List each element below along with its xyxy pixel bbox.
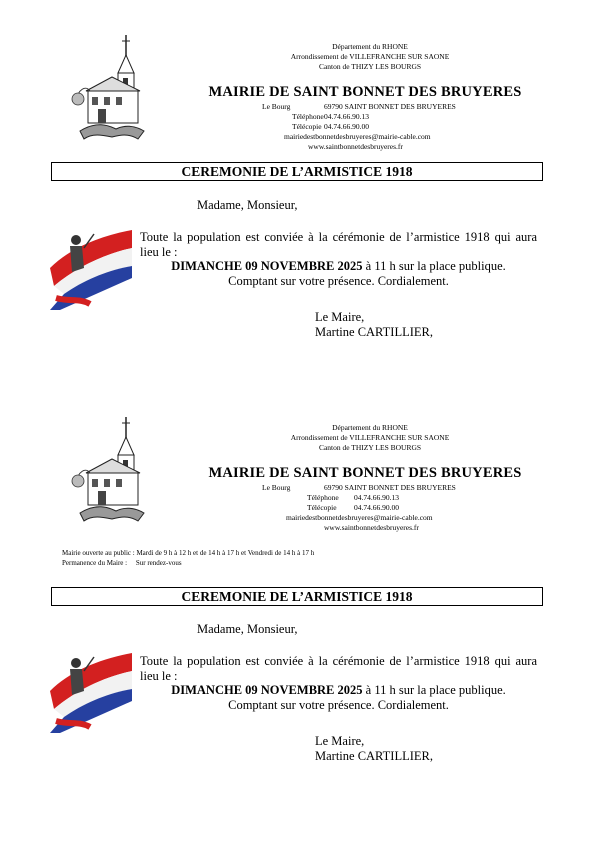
invitation-body: [140, 230, 537, 288]
intro-text: Toute la population est conviée à la cérémonie de l’armistice 1918 qui aura lieu le :: [140, 230, 537, 259]
salutation: Madame, Monsieur,: [197, 198, 298, 212]
address-value: 69790 SAINT BONNET DES BRUYERES: [324, 102, 456, 111]
email-link[interactable]: mairiedestbonnetdesbruyeres@mairie-cable.com: [284, 132, 431, 141]
mayor-hours-line: Permanence du Maire : Sur rendez-vous: [62, 558, 182, 567]
opening-hours-line: Mairie ouverte au public : Mardi de 9 h à 12 h et de 14 h à 17 h et Vendredi de 14 h à 17 h: [62, 549, 315, 557]
email-link[interactable]: mairiedestbonnetdesbruyeres@mairie-cable.com: [286, 513, 433, 522]
ceremony-title-box: CEREMONIE DE L’ARMISTICE 1918: [51, 587, 543, 606]
ceremony-date: DIMANCHE 09 NOVEMBRE 2025: [171, 259, 363, 273]
signature-name: Martine CARTILLIER,: [315, 749, 433, 763]
ceremony-date: DIMANCHE 09 NOVEMBRE 2025: [171, 683, 363, 697]
arrondissement-line: Arrondissement de VILLEFRANCHE SUR SAONE: [290, 52, 450, 61]
intro-text: Toute la population est conviée à la cérémonie de l’armistice 1918 qui aura lieu le :: [140, 654, 537, 683]
phone-label: Téléphone: [292, 112, 324, 121]
salutation: Madame, Monsieur,: [197, 622, 298, 636]
fax-value: 04.74.66.90.00: [354, 503, 399, 512]
closing-text: Comptant sur votre présence. Cordialement.: [228, 697, 449, 712]
fax-value: 04.74.66.90.00: [324, 122, 369, 131]
website-link[interactable]: www.saintbonnetdesbruyeres.fr: [308, 142, 403, 151]
canton-line: Canton de THIZY LES BOURGS: [318, 62, 422, 71]
mairie-logo: [68, 415, 148, 525]
address-label: Le Bourg: [262, 483, 291, 492]
mairie-title: MAIRIE DE SAINT BONNET DES BRUYERES: [208, 84, 522, 100]
contact-block: [262, 102, 456, 152]
ceremony-time-place: à 11 h sur la place publique.: [362, 259, 506, 273]
soldier-flag-image: [50, 651, 132, 733]
phone-label: Téléphone: [307, 493, 339, 502]
arrondissement-line: Arrondissement de VILLEFRANCHE SUR SAONE: [290, 433, 450, 442]
address-value: 69790 SAINT BONNET DES BRUYERES: [324, 483, 456, 492]
contact-block: [262, 483, 456, 533]
fax-label: Télécopie: [292, 122, 322, 131]
website-link[interactable]: www.saintbonnetdesbruyeres.fr: [324, 523, 419, 532]
closing-text: Comptant sur votre présence. Cordialement.: [228, 273, 449, 288]
mairie-title: MAIRIE DE SAINT BONNET DES BRUYERES: [208, 465, 522, 481]
invitation-body: [140, 654, 537, 712]
address-label: Le Bourg: [262, 102, 291, 111]
date-line: [140, 683, 537, 698]
signature-role: Le Maire,: [315, 310, 365, 324]
phone-value: 04.74.66.90.13: [354, 493, 399, 502]
signature-role: Le Maire,: [315, 734, 365, 748]
signature-block: [315, 734, 433, 764]
signature-name: Martine CARTILLIER,: [315, 325, 433, 339]
opening-hours: [62, 549, 314, 568]
phone-value: 04.74.66.90.13: [324, 112, 369, 121]
fax-label: Télécopie: [307, 503, 337, 512]
canton-line: Canton de THIZY LES BOURGS: [318, 443, 422, 452]
mairie-logo: [68, 33, 148, 143]
ceremony-title-box: CEREMONIE DE L’ARMISTICE 1918: [51, 162, 543, 181]
soldier-flag-image: [50, 228, 132, 310]
signature-block: [315, 310, 433, 340]
ceremony-time-place: à 11 h sur la place publique.: [362, 683, 506, 697]
department-line: Département du RHONE: [332, 423, 408, 432]
department-line: Département du RHONE: [332, 42, 408, 51]
date-line: [140, 259, 537, 274]
